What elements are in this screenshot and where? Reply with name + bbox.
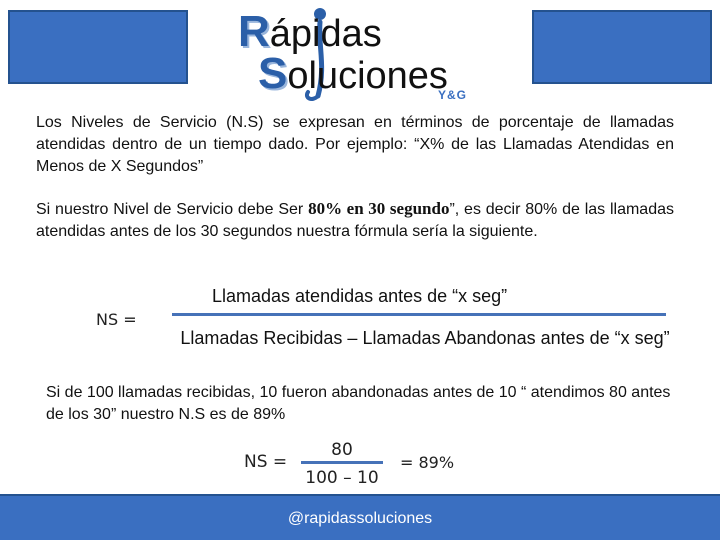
paragraph-definition: Los Niveles de Servicio (N.S) se expresan en términos de porcentaje de llamadas atendidas dentro de un tiempo dado. Por ejemplo: “X% de las Llamadas Atendidas en Menos de X Segundos” [36,114,674,175]
formula1-numerator: Llamadas atendidas antes de “x seg” [212,286,508,306]
formula2-denominator: 100 – 10 [305,468,379,488]
emphasis-80-30: 80% en 30 segundo [308,199,450,218]
logo-line-soluciones: Soluciones [258,49,448,98]
logo-line-rapidas: Rápidas [238,7,382,56]
paragraph-example: Si nuestro Nivel de Servicio debe Ser 80% en 30 segundo”, es decir 80% de las llamadas atendidas antes de los 30 segundos nuestra fórmula sería la siguiente. [36,199,675,240]
corner-box-left [8,10,188,84]
formula2-result: = 89% [400,453,455,472]
formula1-denominator: Llamadas Recibidas – Llamadas Abandonas antes de “x seg” [180,328,670,348]
footer-handle: @rapidassoluciones [287,510,433,527]
footer-bar [0,494,720,540]
logo-subtitle: Y&G [438,88,468,102]
formula1-label: NS = [96,310,137,329]
formula1-fraction-line [172,313,666,316]
corner-box-right [532,10,712,84]
formula2-numerator: 80 [331,440,353,460]
formula2-fraction-line [301,461,383,464]
logo [238,6,478,104]
paragraph-calculation: Si de 100 llamadas recibidas, 10 fueron abandonadas antes de 10 “ atendimos 80 antes de los 30” nuestro N.S es de 89% [46,384,671,423]
formula2-label: NS = [244,452,288,472]
